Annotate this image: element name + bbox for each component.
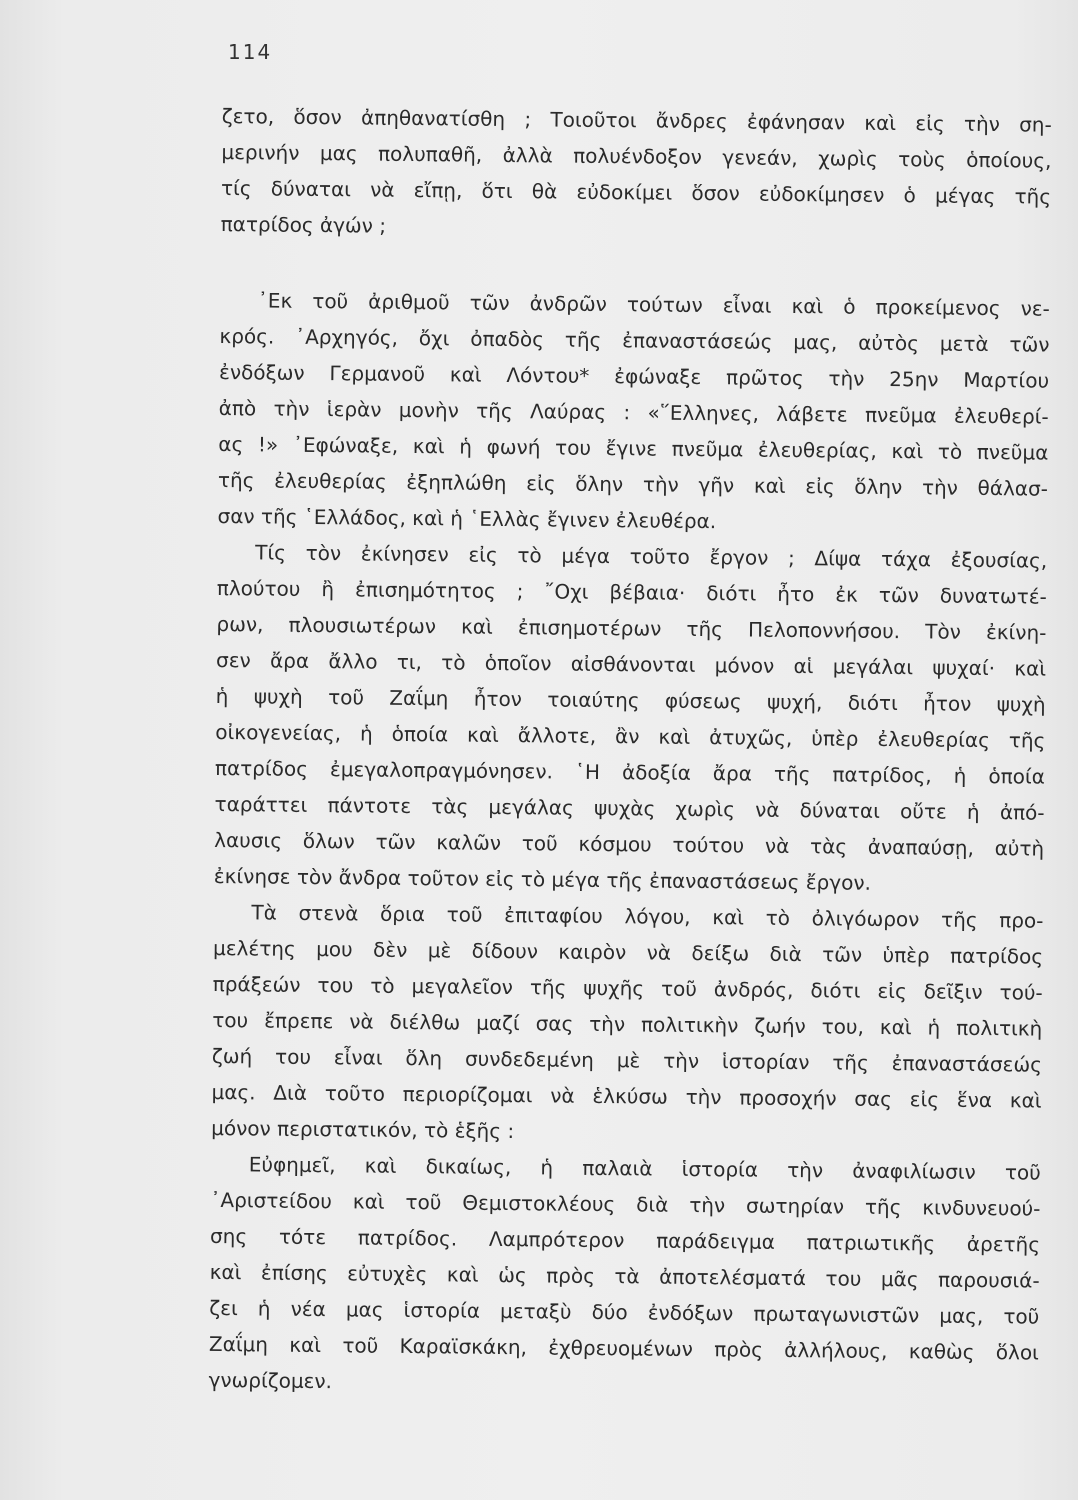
text-line: ἡ ψυχὴ τοῦ Ζαΐμη ἦτον τοιαύτης φύσεως ψυχή, διότι ἦτον ψυχὴ: [215, 683, 1046, 717]
text-line: ζετο, ὅσον ἀπηθανατίσθη ; Τοιοῦτοι ἄνδρες ἐφάνησαν καὶ εἰς τὴν ση-: [221, 103, 1052, 137]
paragraph-2: [217, 282, 1050, 543]
text-line: Τίς τὸν ἐκίνησεν εἰς τὸ μέγα τοῦτο ἔργον ; Δίψα τάχα ἐξουσίας,: [255, 540, 1048, 573]
text-line: μας. Διὰ τοῦτο περιορίζομαι νὰ ἑλκύσω τὴν προσοχήν σας εἰς ἕνα καὶ: [211, 1079, 1042, 1113]
text-line: σης τότε πατρίδος. Λαμπρότερον παράδειγμα πατριωτικῆς ἀρετῆς: [209, 1223, 1041, 1257]
text-line: τίς δύναται νὰ εἴπῃ, ὅτι θὰ εὐδοκίμει ὅσον εὐδοκίμησεν ὁ μέγας τῆς: [220, 175, 1052, 209]
text-line: ας !» ᾽Εφώναξε, καὶ ἡ φωνή του ἔγινε πνεῦμα ἐλευθερίας, καὶ τὸ πνεῦμα: [218, 431, 1049, 465]
text-line: ζωή του εἶναι ὅλη συνδεδεμένη μὲ τὴν ἱστορίαν τῆς ἐπαναστάσεώς: [211, 1043, 1043, 1077]
text-line: Τὰ στενὰ ὅρια τοῦ ἐπιταφίου λόγου, καὶ τὸ ὀλιγόωρον τῆς προ-: [251, 900, 1044, 933]
text-line: πλούτου ἢ ἐπισημότητος ; ῎Οχι βέβαια· διότι ἦτο ἐκ τῶν δυνατωτέ-: [216, 575, 1047, 609]
text-line: πατρίδος ἐμεγαλοπραγμόνησεν. ῾Η ἀδοξία ἄρα τῆς πατρίδος, ἡ ὁποία: [214, 755, 1046, 789]
text-line: σεν ἄρα ἄλλο τι, τὸ ὁποῖον αἰσθάνονται μόνον αἱ μεγάλαι ψυχαί· καὶ: [215, 647, 1047, 681]
text-line: ζει ἡ νέα μας ἱστορία μεταξὺ δύο ἐνδόξων πρωταγωνιστῶν μας, τοῦ: [209, 1295, 1040, 1329]
text-line: πατρίδος ἀγών ;: [220, 211, 387, 238]
body-text: [208, 98, 1052, 1407]
text-line: ταράττει πάντοτε τὰς μεγάλας ψυχὰς χωρὶς νὰ δύναται οὔτε ἡ ἀπό-: [214, 791, 1045, 825]
text-line: ρων, πλουσιωτέρων καὶ ἐπισημοτέρων τῆς Πελοποννήσου. Τὸν ἐκίνη-: [216, 611, 1047, 645]
text-line: κρός. ᾽Αρχηγός, ὄχι ὀπαδὸς τῆς ἐπαναστάσεώς μας, αὐτὸς μετὰ τῶν: [219, 323, 1050, 357]
text-line: λαυσις ὅλων τῶν καλῶν τοῦ κόσμου τούτου νὰ τὰς ἀναπαύσῃ, αὐτὴ: [214, 827, 1045, 861]
text-line: μερινήν μας πολυπαθῆ, ἀλλὰ πολυένδοξον γενεάν, χωρὶς τοὺς ὁποίους,: [221, 139, 1052, 173]
paragraph-3: [214, 534, 1048, 903]
paragraph-4: [211, 894, 1044, 1155]
text-line: πράξεών του τὸ μεγαλεῖον τῆς ψυχῆς τοῦ ἀνδρός, διότι εἰς δεῖξιν τού-: [212, 971, 1043, 1005]
text-line: γνωρίζομεν.: [208, 1367, 333, 1394]
text-line: του ἔπρεπε νὰ διέλθω μαζί σας τὴν πολιτικὴν ζωήν του, καὶ ἡ πολιτικὴ: [212, 1007, 1043, 1041]
paragraph-1: [220, 98, 1051, 251]
text-line: ἐνδόξων Γερμανοῦ καὶ Λόντου* ἐφώναξε πρῶτος τὴν 25ην Μαρτίου: [219, 359, 1050, 393]
text-line: ἀπὸ τὴν ἱερὰν μονὴν τῆς Λαύρας : «῞Ελληνες, λάβετε πνεῦμα ἐλευθερί-: [218, 395, 1049, 429]
text-line: Εὐφημεῖ, καὶ δικαίως, ἡ παλαιὰ ἱστορία τὴν ἀναφιλίωσιν τοῦ: [248, 1152, 1041, 1185]
text-line: Ζαΐμη καὶ τοῦ Καραϊσκάκη, ἐχθρευομένων πρὸς ἀλλήλους, καθὼς ὅλοι: [208, 1331, 1040, 1365]
text-line: ᾽Αριστείδου καὶ τοῦ Θεμιστοκλέους διὰ τὴν σωτηρίαν τῆς κινδυνευού-: [210, 1187, 1041, 1221]
text-line: σαν τῆς ῾Ελλάδος, καὶ ἡ ῾Ελλὰς ἔγινεν ἐλευθέρα.: [217, 503, 717, 534]
text-line: ἐκίνησε τὸν ἄνδρα τοῦτον εἰς τὸ μέγα τῆς ἐπαναστάσεως ἔργον.: [213, 863, 872, 895]
text-line: ᾽Εκ τοῦ ἀριθμοῦ τῶν ἀνδρῶν τούτων εἶναι καὶ ὁ προκείμενος νε-: [257, 288, 1050, 321]
text-line: οἰκογενείας, ἡ ὁποία καὶ ἄλλοτε, ἂν καὶ ἀτυχῶς, ὑπὲρ ἐλευθερίας τῆς: [215, 719, 1046, 753]
paragraph-5: [208, 1146, 1041, 1407]
text-line: καὶ ἐπίσης εὐτυχὲς καὶ ὡς πρὸς τὰ ἀποτελέσματά του μᾶς παρουσιά-: [209, 1259, 1040, 1293]
text-line: μόνον περιστατικόν, τὸ ἑξῆς :: [211, 1115, 515, 1144]
text-line: τῆς ἐλευθερίας ἐξηπλώθη εἰς ὅλην τὴν γῆν καὶ εἰς ὅλην τὴν θάλασ-: [217, 467, 1049, 501]
text-line: μελέτης μου δὲν μὲ δίδουν καιρὸν νὰ δείξω διὰ τῶν ὑπὲρ πατρίδος: [212, 935, 1044, 969]
page-number: 114: [228, 40, 273, 64]
